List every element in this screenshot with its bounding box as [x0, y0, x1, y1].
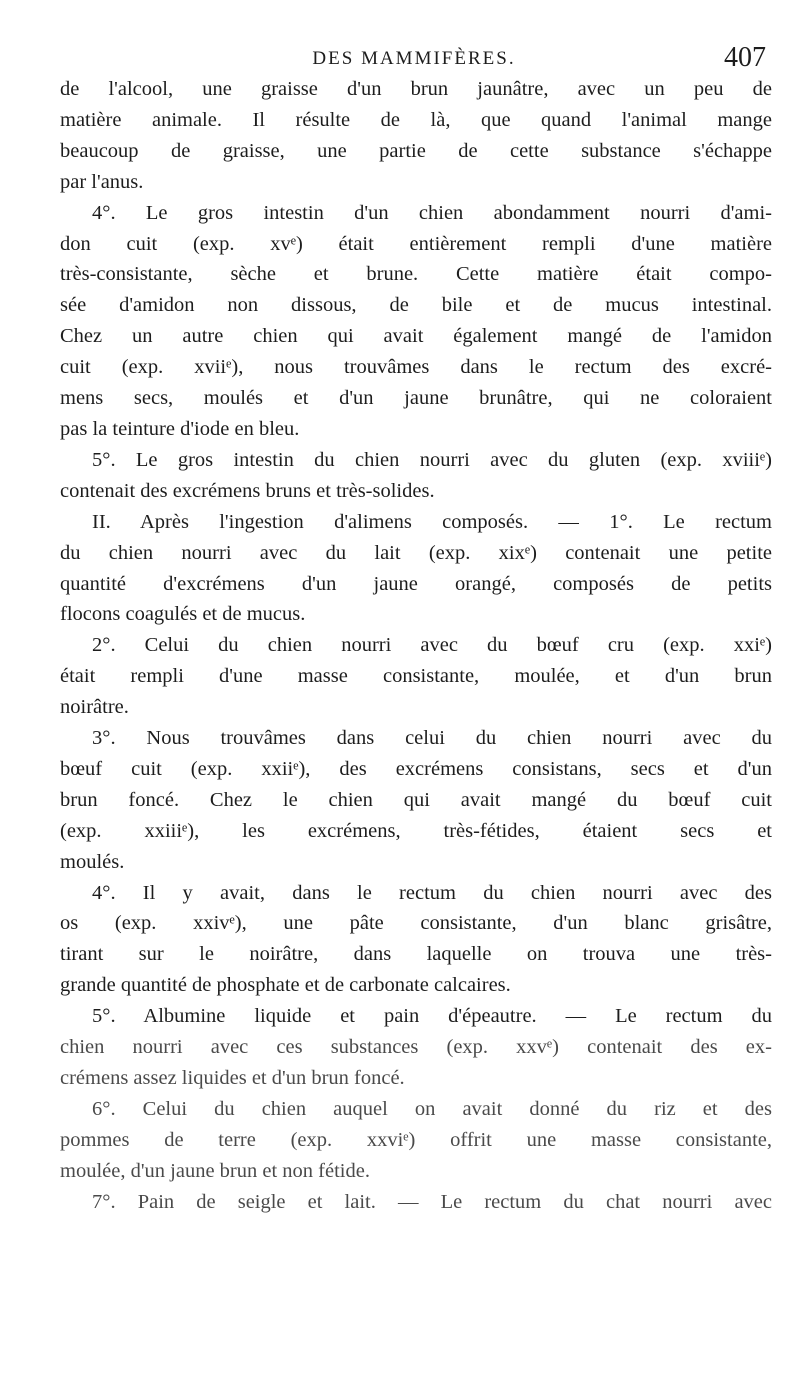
- text-line: 2°. Celui du chien nourri avec du bœuf cru (exp. xxiᵉ): [92, 634, 772, 657]
- text-line: 4°. Il y avait, dans le rectum du chien nourri avec des: [92, 881, 772, 904]
- text-line: 5°. Le gros intestin du chien nourri avec du gluten (exp. xviiiᵉ): [92, 448, 772, 471]
- text-line: quantité d'excrémens d'un jaune orangé, composés de petits: [60, 572, 772, 595]
- text-line: Chez un autre chien qui avait également mangé de l'amidon: [60, 325, 772, 348]
- text-line: 3°. Nous trouvâmes dans celui du chien nourri avec du: [92, 727, 772, 750]
- text-line: crémens assez liquides et d'un brun foncé.: [60, 1067, 405, 1089]
- text-line: du chien nourri avec du lait (exp. xixᵉ) contenait une petite: [60, 541, 772, 564]
- text-line: flocons coagulés et de mucus.: [60, 603, 306, 626]
- text-line: don cuit (exp. xvᵉ) était entièrement rempli d'une matière: [60, 232, 772, 255]
- text-line: grande quantité de phosphate et de carbonate calcaires.: [60, 974, 511, 997]
- text-line: tirant sur le noirâtre, dans laquelle on trouva une très-: [60, 943, 772, 966]
- text-line: 6°. Celui du chien auquel on avait donné du riz et des: [92, 1097, 772, 1120]
- text-line: très-consistante, sèche et brune. Cette matière était compo-: [60, 263, 772, 286]
- text-line: 7°. Pain de seigle et lait. — Le rectum du chat nourri avec: [92, 1190, 772, 1213]
- text-line: os (exp. xxivᵉ), une pâte consistante, d'un blanc grisâtre,: [60, 912, 772, 935]
- text-line: beaucoup de graisse, une partie de cette substance s'échappe: [60, 139, 772, 162]
- text-line: pas la teinture d'iode en bleu.: [60, 417, 300, 440]
- text-line: moulée, d'un jaune brun et non fétide.: [60, 1159, 370, 1182]
- text-line: pommes de terre (exp. xxviᵉ) offrit une masse consistante,: [60, 1128, 772, 1151]
- text-line: matière animale. Il résulte de là, que quand l'animal mange: [60, 108, 772, 131]
- body-text: [60, 74, 772, 1218]
- text-line: contenait des excrémens bruns et très-solides.: [60, 479, 435, 502]
- text-line: était rempli d'une masse consistante, moulée, et d'un brun: [60, 665, 772, 688]
- text-line: (exp. xxiiiᵉ), les excrémens, très-fétides, étaient secs et: [60, 819, 772, 842]
- text-line: 5°. Albumine liquide et pain d'épeautre. — Le rectum du: [92, 1005, 772, 1028]
- text-line: de l'alcool, une graisse d'un brun jaunâtre, avec un peu de: [60, 78, 772, 100]
- text-line: mens secs, moulés et d'un jaune brunâtre, qui ne coloraient: [60, 387, 772, 410]
- text-line: bœuf cuit (exp. xxiiᵉ), des excrémens consistans, secs et d'un: [60, 757, 772, 780]
- page-number: 407: [724, 42, 766, 73]
- text-line: cuit (exp. xviiᵉ), nous trouvâmes dans le rectum des excré-: [60, 356, 772, 379]
- text-line: sée d'amidon non dissous, de bile et de mucus intestinal.: [60, 294, 772, 317]
- text-line: noirâtre.: [60, 696, 129, 719]
- text-line: moulés.: [60, 850, 125, 873]
- text-line: par l'anus.: [60, 170, 144, 193]
- text-line: 4°. Le gros intestin d'un chien abondamment nourri d'ami-: [92, 201, 772, 224]
- text-line: II. Après l'ingestion d'alimens composés. — 1°. Le rectum: [92, 510, 772, 533]
- text-line: chien nourri avec ces substances (exp. xxvᵉ) contenait des ex-: [60, 1036, 772, 1059]
- text-line: brun foncé. Chez le chien qui avait mangé du bœuf cuit: [60, 788, 772, 811]
- running-head: DES MAMMIFÈRES.: [312, 48, 516, 69]
